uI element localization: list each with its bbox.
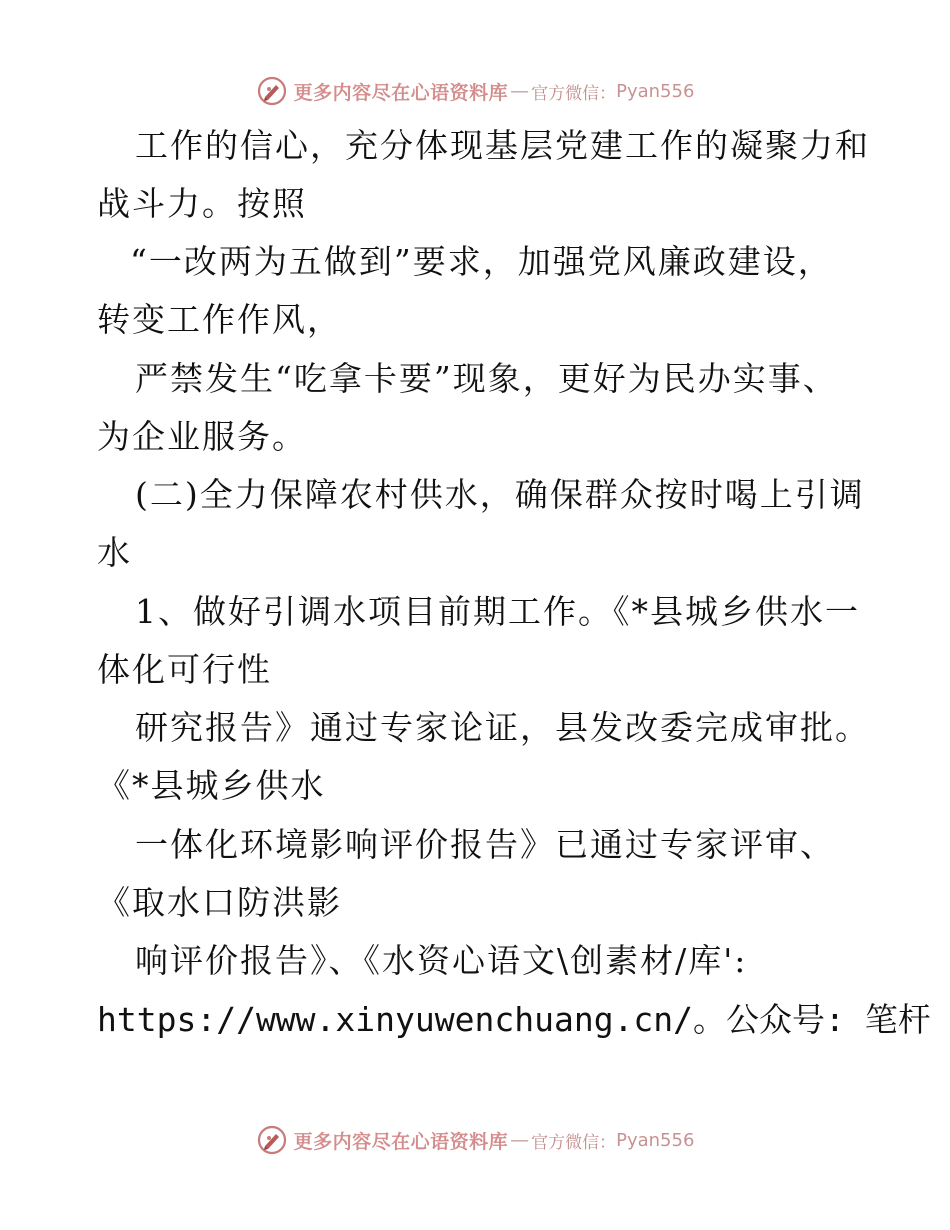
body-line-url: https://www.xinyuwenchuang.cn/。公众号: 笔杆	[97, 1000, 931, 1039]
body-line: 响评价报告》、《水资心语文\创素材/库':	[135, 941, 748, 980]
body-line: 转变工作作风，	[97, 300, 342, 339]
body-line: 一体化环境影响评价报告》已通过专家评审、	[135, 825, 835, 864]
watermark-main-text: 更多内容尽在心语资料库	[293, 81, 509, 104]
watermark-wechat-id: Pyan556	[616, 1129, 695, 1151]
body-line: 为企业服务。	[97, 417, 307, 456]
body-line: (二)全力保障农村供水，确保群众按时喝上引调	[135, 475, 865, 514]
watermark-sub-text: 官方微信：	[531, 83, 617, 104]
body-line: 工作的信心，充分体现基层党建工作的凝聚力和	[135, 126, 870, 165]
body-line: 体化可行性	[97, 650, 272, 689]
body-line: “一改两为五做到”要求，加强党风廉政建设，	[130, 242, 833, 281]
body-line: 水	[97, 533, 132, 572]
watermark-sub-text: 官方微信：	[531, 1132, 617, 1153]
footer-watermark	[0, 1123, 950, 1157]
body-line: 研究报告》通过专家论证，县发改委完成审批。	[135, 708, 870, 747]
pen-logo-icon	[256, 75, 288, 107]
watermark-wechat-id: Pyan556	[616, 80, 695, 102]
watermark-dash: —	[510, 80, 530, 102]
pen-logo-icon	[256, 1124, 288, 1156]
body-line: 《*县城乡供水	[97, 766, 326, 805]
body-line: 严禁发生“吃拿卡要”现象，更好为民办实事、	[135, 359, 838, 398]
body-line: 《取水口防洪影	[97, 883, 342, 922]
watermark-main-text: 更多内容尽在心语资料库	[293, 1130, 509, 1153]
body-line: 战斗力。按照	[97, 184, 307, 223]
watermark-dash: —	[510, 1129, 530, 1151]
body-line: 1、做好引调水项目前期工作。《*县城乡供水一	[135, 592, 860, 631]
header-watermark	[0, 74, 950, 108]
